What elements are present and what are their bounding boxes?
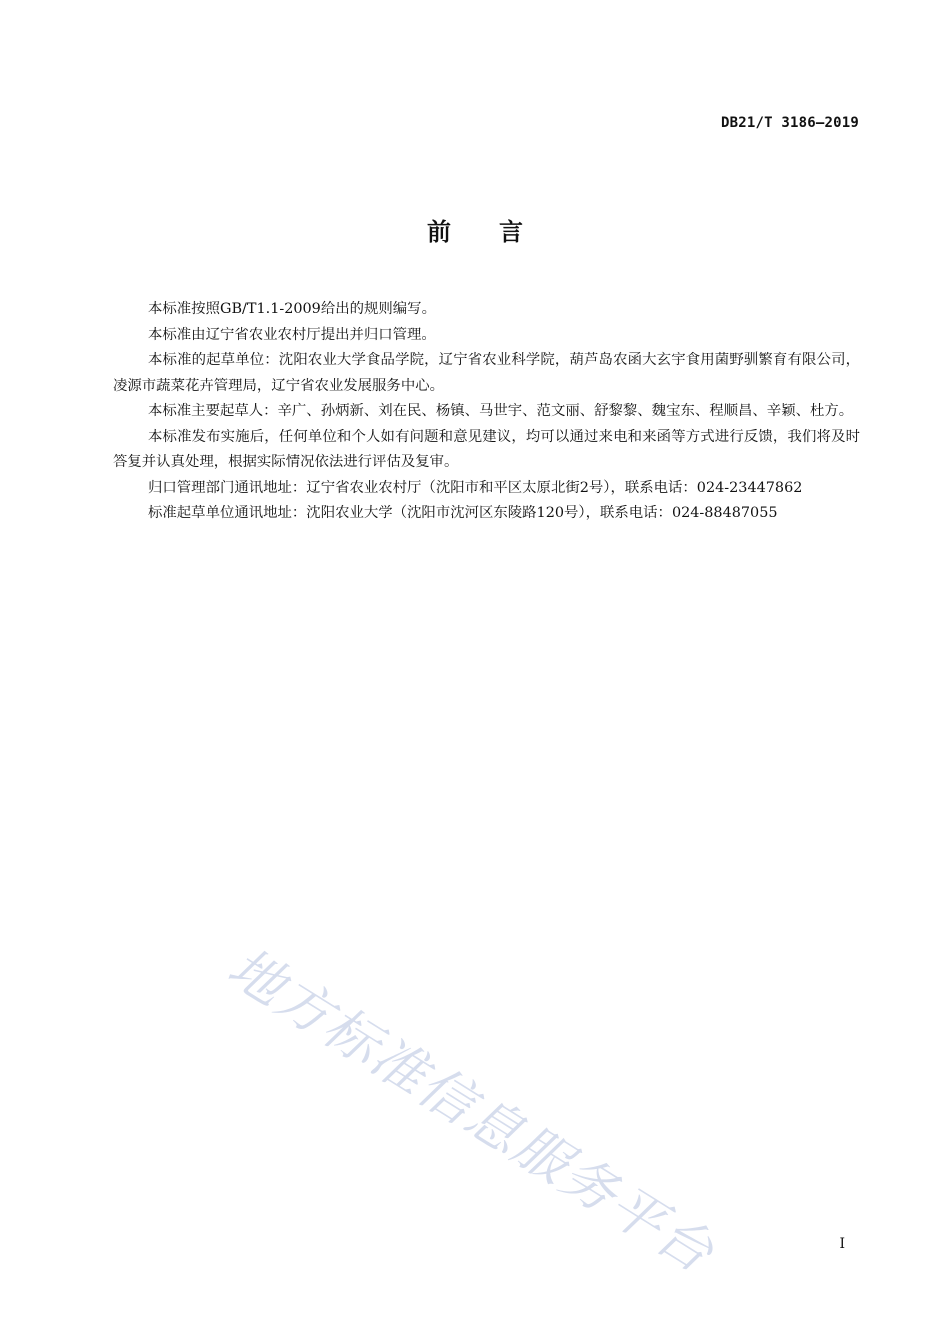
paragraph-drafting-units: 本标准的起草单位：沈阳农业大学食品学院，辽宁省农业科学院，葫芦岛农函大玄宇食用菌野驯繁育有限公司，凌源市蔬菜花卉管理局，辽宁省农业发展服务中心。 bbox=[113, 352, 860, 394]
paragraph-feedback: 本标准发布实施后，任何单位和个人如有问题和意见建议，均可以通过来电和来函等方式进行反馈，我们将及时答复并认真处理，根据实际情况依法进行评估及复审。 bbox=[113, 428, 860, 470]
page-title: 前言 bbox=[427, 218, 571, 246]
paragraph-admin-address: 归口管理部门通讯地址：辽宁省农业农村厅（沈阳市和平区太原北街2号），联系电话：024-23447862 bbox=[148, 479, 803, 496]
paragraph-drafting-rules: 本标准按照GB/T1.1-2009给出的规则编写。 bbox=[148, 301, 436, 317]
paragraph-proposer: 本标准由辽宁省农业农村厅提出并归口管理。 bbox=[148, 326, 436, 343]
paragraph-drafter-address: 标准起草单位通讯地址：沈阳农业大学（沈阳市沈河区东陵路120号），联系电话：024-88487055 bbox=[148, 505, 778, 521]
document-code: DB21/T 3186—2019 bbox=[720, 115, 859, 131]
watermark: 地方标准信息服务平台 bbox=[217, 935, 726, 1286]
paragraph-drafters: 本标准主要起草人：辛广、孙炳新、刘在民、杨镇、马世宇、范文丽、舒黎黎、魏宝东、程顺昌、辛颖、杜方。 bbox=[148, 403, 854, 419]
document-body bbox=[113, 297, 860, 527]
page-number: I bbox=[839, 1236, 845, 1252]
